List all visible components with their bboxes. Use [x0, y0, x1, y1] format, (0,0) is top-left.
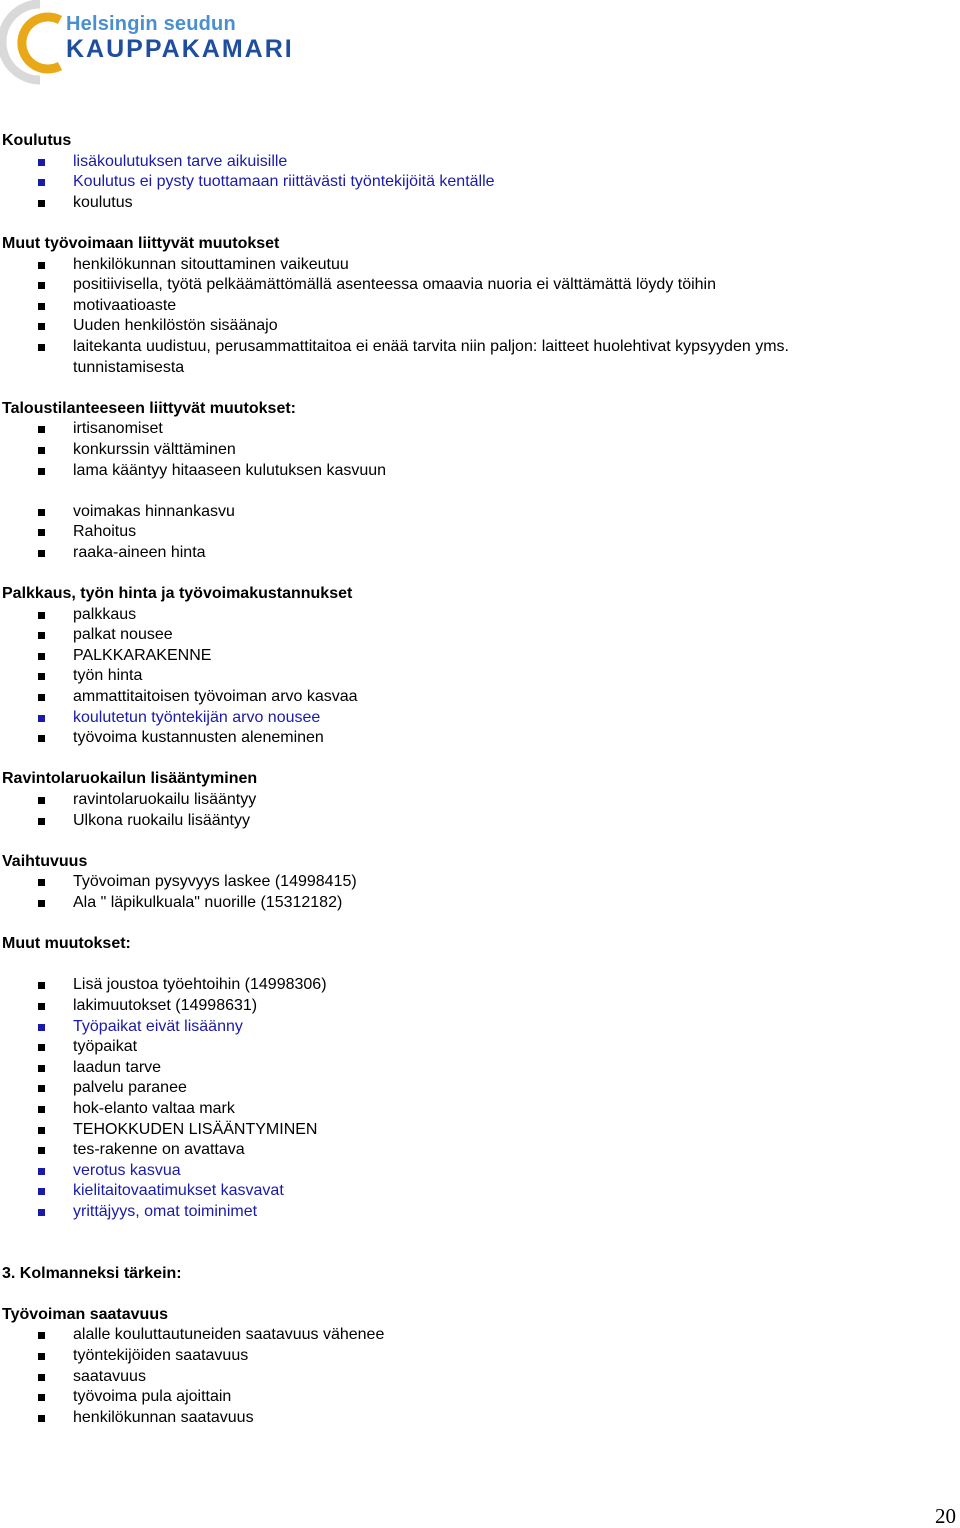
section-gap [0, 749, 960, 770]
list-item [0, 625, 960, 646]
section [0, 934, 960, 1264]
blank-line [0, 481, 960, 502]
list-item [0, 1078, 960, 1099]
blank-line [0, 1222, 960, 1243]
list-item [0, 811, 960, 832]
list-item-text: palkat nousee [73, 626, 173, 644]
section-gap [0, 563, 960, 584]
list-item-text: laitekanta uudistuu, perusammattitaitoa ei enää tarvita niin paljon: laitteet huolehtivat kypsyyden yms. [73, 337, 789, 355]
blank-line [0, 1284, 960, 1305]
square-bullet-icon [38, 1024, 45, 1031]
bullet-list [0, 419, 960, 563]
list-item-text: palkkaus [73, 605, 137, 623]
square-bullet-icon [38, 262, 45, 269]
bullet-list [0, 955, 960, 1264]
list-item [0, 193, 960, 214]
list-item [0, 790, 960, 811]
list-item [0, 1367, 960, 1388]
section-heading: Palkkaus, työn hinta ja työvoimakustannukset [2, 585, 353, 603]
list-item-text: ravintolaruokailu lisääntyy [73, 791, 257, 808]
document-body [0, 131, 960, 1449]
list-item [0, 872, 960, 893]
square-bullet-icon [38, 1353, 45, 1360]
section-heading: Ravintolaruokailun lisääntyminen [2, 770, 258, 788]
list-item-text: lama kääntyy hitaaseen kulutuksen kasvuun [73, 461, 387, 479]
list-item-text: työvoima pula ajoittain [73, 1388, 232, 1406]
square-bullet-icon [38, 509, 45, 516]
section-heading: Koulutus [2, 132, 72, 149]
square-bullet-icon [38, 1374, 45, 1381]
square-bullet-icon [38, 735, 45, 742]
square-bullet-icon [38, 1209, 45, 1216]
list-item [0, 666, 960, 687]
list-item [0, 440, 960, 461]
list-item-text: työn hinta [73, 667, 143, 685]
list-item-text: lakimuutokset (14998631) [73, 996, 258, 1014]
section-heading: Taloustilanteeseen liittyvät muutokset: [2, 399, 296, 417]
list-item-text: konkurssin välttäminen [73, 440, 236, 458]
bullet-list [0, 790, 960, 831]
section-gap [0, 914, 960, 935]
bullet-list [0, 872, 960, 913]
section [0, 399, 960, 584]
logo-c-mark-icon [0, 0, 70, 86]
list-item-text: motivaatioaste [73, 296, 177, 314]
square-bullet-icon [38, 550, 45, 557]
square-bullet-icon [38, 426, 45, 433]
square-bullet-icon [38, 1147, 45, 1154]
list-item-text: alalle kouluttautuneiden saatavuus vähenee [73, 1326, 385, 1344]
square-bullet-icon [38, 818, 45, 825]
list-item-text: verotus kasvua [73, 1161, 181, 1179]
list-item-text: henkilökunnan saatavuus [73, 1408, 254, 1426]
list-item-text: saatavuus [73, 1367, 146, 1385]
square-bullet-icon [38, 529, 45, 536]
section-gap [0, 831, 960, 852]
list-item [0, 1181, 960, 1202]
list-item [0, 1037, 960, 1058]
list-item [0, 1387, 960, 1408]
list-item-text: TEHOKKUDEN LISÄÄNTYMINEN [73, 1120, 318, 1138]
square-bullet-icon [38, 1332, 45, 1339]
bullet-list [0, 255, 960, 379]
bullet-list [0, 1325, 960, 1428]
list-item-text: Ulkona ruokailu lisääntyy [73, 811, 250, 829]
section-heading: Työvoiman saatavuus [2, 1305, 168, 1323]
list-item-text: positiivisella, työtä pelkäämättömällä asenteessa omaavia nuoria ei välttämättä löydy töihin [73, 276, 717, 294]
list-item-text: Ala " läpikulkuala" nuorille (15312182) [73, 893, 343, 911]
section-gap [0, 378, 960, 399]
list-item [0, 605, 960, 626]
list-item-text: työvoima kustannusten aleneminen [73, 729, 324, 747]
square-bullet-icon [38, 900, 45, 907]
list-item-text: irtisanomiset [73, 420, 163, 438]
list-item-text: kielitaitovaatimukset kasvavat [73, 1182, 284, 1200]
list-item [0, 461, 960, 482]
logo-line-2: KAUPPAKAMARI [66, 35, 294, 63]
list-item [0, 522, 960, 543]
square-bullet-icon [38, 303, 45, 310]
list-item-text: lisäkoulutuksen tarve aikuisille [73, 152, 288, 170]
section [0, 584, 960, 769]
list-item-text: Koulutus ei pysty tuottamaan riittävästi työntekijöitä kentälle [73, 173, 495, 191]
list-item [0, 296, 960, 317]
list-item [0, 1202, 960, 1223]
section [0, 1305, 960, 1449]
blank-line [0, 955, 960, 976]
square-bullet-icon [38, 673, 45, 680]
list-item-text: yrittäjyys, omat toiminimet [73, 1202, 258, 1220]
page-number: 20 [935, 1504, 956, 1528]
bullet-list [0, 1284, 960, 1305]
list-item [0, 1120, 960, 1141]
square-bullet-icon [38, 344, 45, 351]
square-bullet-icon [38, 1044, 45, 1051]
section [0, 769, 960, 851]
list-item [0, 1161, 960, 1182]
list-item [0, 337, 960, 358]
logo-line-1: Helsingin seudun [66, 13, 236, 35]
square-bullet-icon [38, 1188, 45, 1195]
list-item-text: henkilökunnan sitouttaminen vaikeutuu [73, 255, 349, 273]
list-item-text: palvelu paranee [73, 1079, 187, 1097]
list-item [0, 255, 960, 276]
section [0, 852, 960, 934]
list-item [0, 996, 960, 1017]
bullet-list [0, 152, 960, 214]
square-bullet-icon [38, 653, 45, 660]
square-bullet-icon [38, 797, 45, 804]
bullet-list [0, 605, 960, 749]
list-item [0, 316, 960, 337]
list-item [0, 728, 960, 749]
section-heading: Muut työvoimaan liittyvät muutokset [2, 234, 280, 252]
square-bullet-icon [38, 179, 45, 186]
section-gap [0, 1428, 960, 1449]
list-item-text: Uuden henkilöstön sisäänajo [73, 317, 278, 335]
list-item [0, 646, 960, 667]
square-bullet-icon [38, 715, 45, 722]
square-bullet-icon [38, 447, 45, 454]
square-bullet-icon [38, 982, 45, 989]
square-bullet-icon [38, 1168, 45, 1175]
list-item-text: Työpaikat eivät lisäänny [73, 1017, 243, 1035]
square-bullet-icon [38, 200, 45, 207]
list-item-text: Työvoiman pysyvyys laskee (14998415) [73, 873, 357, 891]
square-bullet-icon [38, 323, 45, 330]
section [0, 131, 960, 234]
list-item-text: laadun tarve [73, 1058, 162, 1076]
list-item [0, 543, 960, 564]
list-item-text: Lisä joustoa työehtoihin (14998306) [73, 976, 327, 994]
list-item-text: koulutetun työntekijän arvo nousee [73, 708, 321, 726]
section [0, 1264, 960, 1305]
square-bullet-icon [38, 632, 45, 639]
square-bullet-icon [38, 282, 45, 289]
square-bullet-icon [38, 1065, 45, 1072]
list-item-text: hok-elanto valtaa mark [73, 1099, 235, 1117]
list-item [0, 502, 960, 523]
list-item-text: koulutus [73, 193, 133, 211]
square-bullet-icon [38, 468, 45, 475]
list-item-text: ammattitaitoisen työvoiman arvo kasvaa [73, 688, 358, 706]
list-item-text: PALKKARAKENNE [73, 646, 212, 664]
list-item [0, 1325, 960, 1346]
list-item-text: raaka-aineen hinta [73, 543, 206, 561]
list-item [0, 275, 960, 296]
square-bullet-icon [38, 612, 45, 619]
square-bullet-icon [38, 1106, 45, 1113]
section-heading: 3. Kolmanneksi tärkein: [2, 1264, 182, 1282]
list-item-text: työntekijöiden saatavuus [73, 1347, 249, 1365]
square-bullet-icon [38, 879, 45, 886]
section [0, 234, 960, 399]
list-item [0, 893, 960, 914]
kauppakamari-logo [0, 0, 294, 86]
list-item [0, 708, 960, 729]
square-bullet-icon [38, 1394, 45, 1401]
list-item [0, 419, 960, 440]
square-bullet-icon [38, 1085, 45, 1092]
list-item [0, 172, 960, 193]
square-bullet-icon [38, 1127, 45, 1134]
list-item-text: tes-rakenne on avattava [73, 1141, 245, 1159]
blank-line [0, 1243, 960, 1264]
square-bullet-icon [38, 694, 45, 701]
list-item [0, 1408, 960, 1429]
list-item-text: työpaikat [73, 1038, 138, 1056]
section-heading: Vaihtuvuus [2, 852, 88, 870]
list-item [0, 1017, 960, 1038]
list-item [0, 152, 960, 173]
list-item-continuation: tunnistamisesta [73, 358, 185, 376]
list-item-text: voimakas hinnankasvu [73, 502, 235, 520]
list-item [0, 975, 960, 996]
square-bullet-icon [38, 1415, 45, 1422]
list-item [0, 687, 960, 708]
square-bullet-icon [38, 1003, 45, 1010]
list-item [0, 1346, 960, 1367]
list-item [0, 1058, 960, 1079]
square-bullet-icon [38, 159, 45, 166]
list-item [0, 1099, 960, 1120]
section-heading: Muut muutokset: [2, 935, 131, 953]
section-gap [0, 213, 960, 234]
list-item [0, 1140, 960, 1161]
list-item-text: Rahoitus [73, 523, 137, 541]
